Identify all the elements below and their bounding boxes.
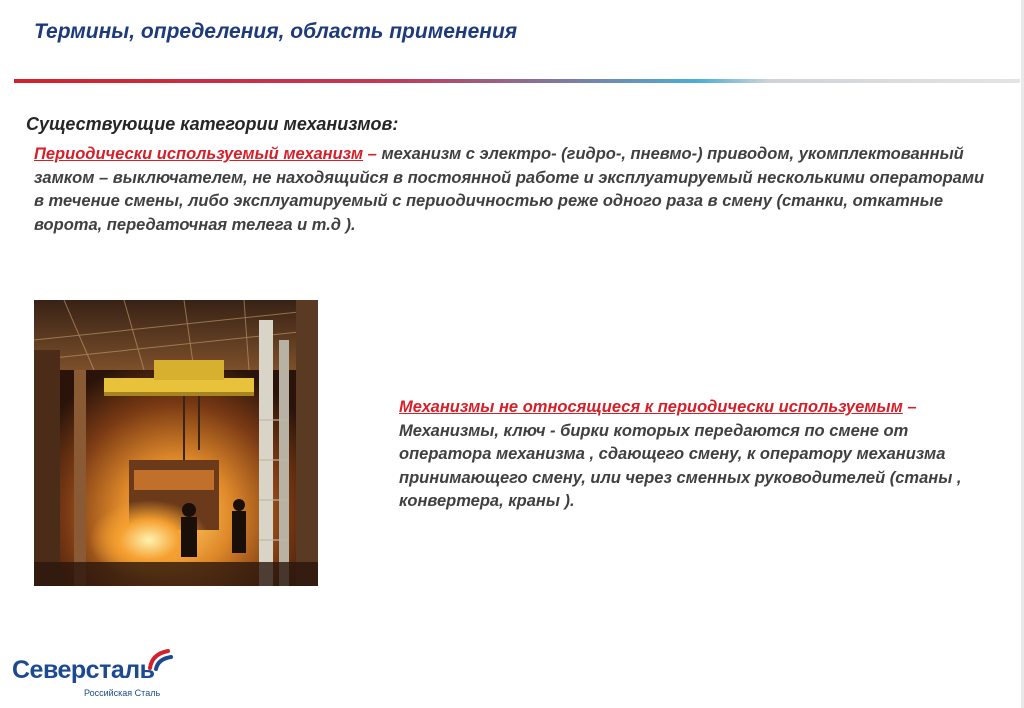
logo-mark-icon: [146, 648, 174, 672]
logo-wordmark: Северсталь: [12, 656, 155, 684]
page-title: Термины, определения, область применения: [34, 20, 518, 43]
logo-tagline: Российская Сталь: [84, 688, 161, 698]
periodic-text: механизм с электро- (гидро-, пневмо-) приводом, укомплектованный замком – выключателем, не находящийся в постоянной работе и эксплуатируемый несколькими операторами в течение смены, либо эксплуатируемый с периодичностью реже одного раза в смену (станки, откатные ворота, передаточная телега и т.д ).: [34, 145, 985, 234]
severstal-logo: [12, 648, 182, 704]
non-periodic-dash: –: [902, 398, 917, 416]
non-periodic-text: Механизмы, ключ - бирки которых передаются по смене от оператора механизма , сдающего смену, к оператору механизма принимающего смену, или через сменных руководителей (станы , конвертера, краны ).: [399, 421, 962, 510]
steel-plant-photo: [34, 300, 318, 586]
periodic-dash: –: [363, 145, 382, 163]
header-divider: [14, 79, 1020, 83]
periodic-term: Периодически используемый механизм: [34, 145, 364, 163]
periodic-mechanism-definition: [34, 143, 994, 237]
non-periodic-mechanism-definition: [399, 396, 999, 514]
section-subtitle: Существующие категории механизмов:: [26, 114, 399, 134]
non-periodic-term: Механизмы не относящиеся к периодически используемым: [399, 398, 903, 416]
